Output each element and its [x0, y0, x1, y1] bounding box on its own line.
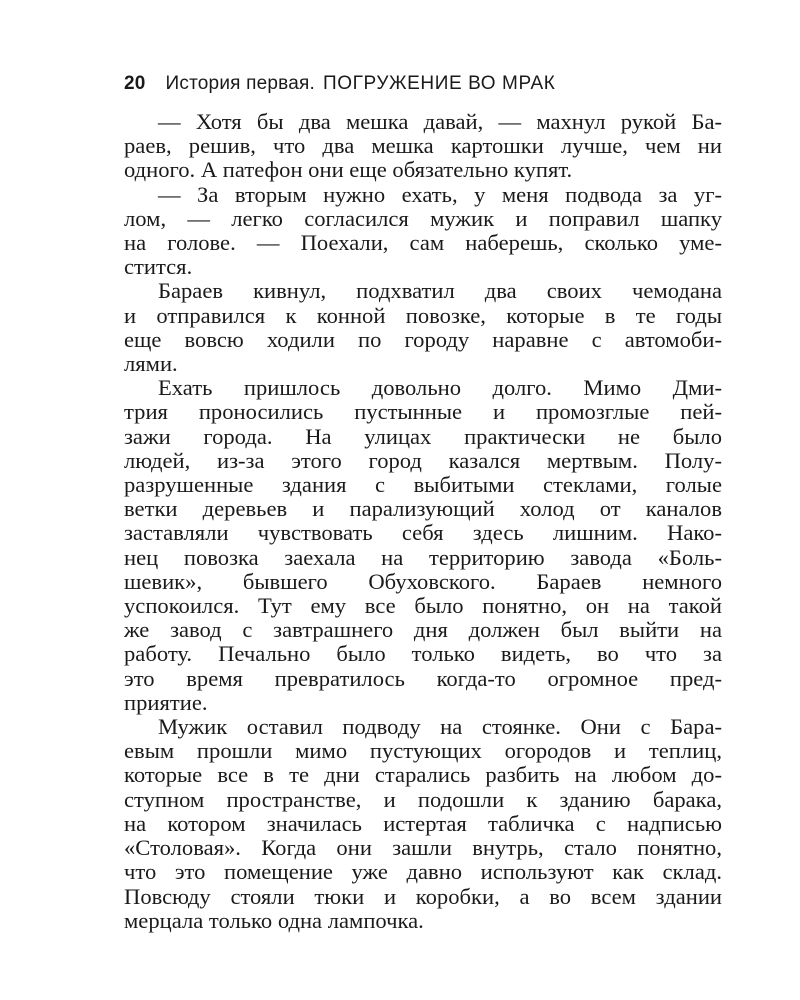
text-line: одного. А патефон они еще обязательно купят. — [124, 157, 573, 183]
body-text — [124, 110, 722, 933]
text-line: на котором значилась истертая табличка с надписью — [124, 810, 722, 836]
text-line: ступном пространстве, и подошли к зданию барака, — [124, 786, 722, 812]
text-line: Мужик оставил подводу на стоянке. Они с Бара- — [158, 714, 722, 740]
text-line: евым прошли мимо пустующих огородов и теплиц, — [124, 738, 722, 764]
text-line: лом, — легко согласился мужик и поправил шапку — [124, 205, 722, 231]
text-line: людей, из-за этого город казался мертвым. Полу- — [124, 447, 722, 473]
page-number: 20 — [124, 73, 146, 94]
text-line: Бараев кивнул, подхватил два своих чемодана — [158, 278, 722, 304]
text-line: которые все в те дни старались разбить на любом до- — [124, 762, 722, 788]
chapter-title: ПОГРУЖЕНИЕ ВО МРАК — [322, 73, 556, 94]
text-line: нец повозка заехала на территорию завода «Боль- — [124, 544, 722, 570]
paragraph — [124, 715, 722, 933]
text-line: заставляли чувствовать себя здесь лишним. Нако- — [124, 520, 722, 546]
text-line: зажи города. На улицах практически не было — [124, 423, 722, 449]
text-line: шевик», бывшего Обуховского. Бараев немного — [124, 568, 722, 594]
running-head — [124, 72, 555, 96]
text-line: и отправился к конной повозке, которые в те годы — [124, 302, 722, 328]
paragraph — [124, 376, 722, 715]
text-line: лями. — [124, 351, 178, 377]
text-line: приятие. — [124, 689, 208, 715]
text-line: Ехать пришлось довольно долго. Мимо Дми- — [158, 375, 722, 401]
text-line: это время превратилось когда-то огромное пред- — [124, 665, 722, 691]
text-line: Повсюду стояли тюки и коробки, а во всем здании — [124, 883, 722, 909]
text-line: разрушенные здания с выбитыми стеклами, голые — [124, 472, 722, 498]
text-line: работу. Печально было только видеть, во что за — [124, 641, 722, 667]
text-line: что это помещение уже давно используют как склад. — [124, 859, 722, 885]
text-line: «Столовая». Когда они зашли внутрь, стало понятно, — [124, 835, 722, 861]
text-line: же завод с завтрашнего дня должен был выйти на — [124, 617, 722, 643]
text-line: раев, решив, что два мешка картошки лучше, чем ни — [124, 133, 722, 159]
text-line: — Хотя бы два мешка давай, — махнул рукой Ба- — [158, 109, 722, 134]
text-line: трия проносились пустынные и промозглые пей- — [124, 399, 722, 425]
paragraph — [124, 183, 722, 280]
text-line: мерцала только одна лампочка. — [124, 907, 424, 933]
paragraph — [124, 110, 722, 183]
text-line: ветки деревьев и парализующий холод от каналов — [124, 496, 722, 522]
text-line: стится. — [124, 254, 193, 280]
text-line: — За вторым нужно ехать, у меня подвода за уг- — [158, 181, 722, 207]
text-line: на голове. — Поехали, сам наберешь, сколько уме- — [124, 230, 722, 256]
chapter-label: История первая. — [165, 73, 315, 94]
paragraph — [124, 279, 722, 376]
text-line: успокоился. Тут ему все было понятно, он на такой — [124, 593, 722, 619]
text-line: еще вовсю ходили по городу наравне с автомоби- — [124, 326, 722, 352]
